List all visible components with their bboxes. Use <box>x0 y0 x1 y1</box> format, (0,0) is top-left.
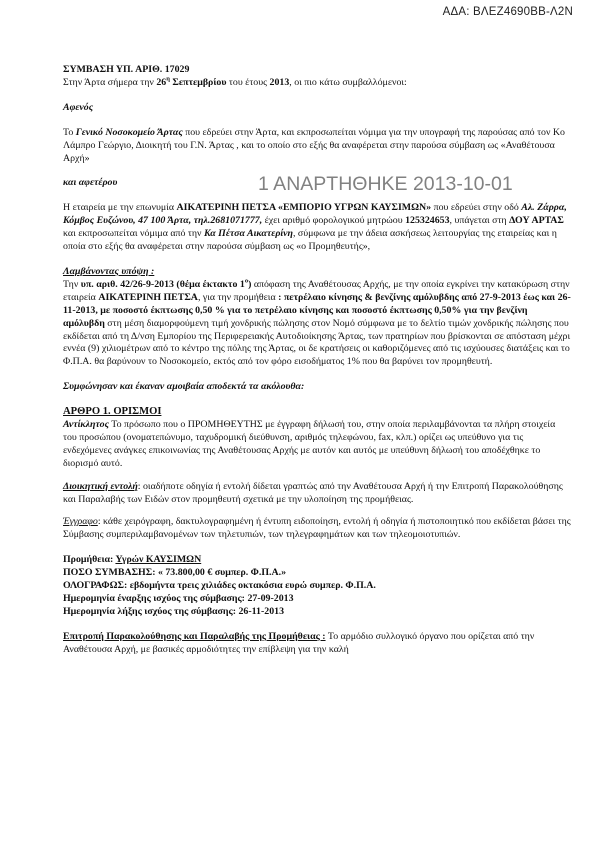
ada-code: ΑΔΑ: ΒΛΕΖ4690ΒΒ-Λ2Ν <box>442 6 573 18</box>
party2-paragraph: Η εταιρεία με την επωνυμία ΑΙΚΑΤΕΡΙΝΗ ΠΕΤΣΑ «ΕΜΠΟΡΙΟ ΥΓΡΩΝ ΚΑΥΣΙΜΩΝ» που εδρεύει στην οδό Αλ. Ζάρρα, Κόμβος Ευζώνου, 47 100 Άρτα, τηλ.2681071777, έχει αριθμό φορολογικού μητρώου 125324653, υπάγεται στη ΔΟΥ ΑΡΤΑΣ και εκπροσωπείται νόμιμα από την Κα Πέτσα Αικατερίνη, σύμφωνα με την άδεια ασκήσεως λειτουργίας της εταιρείας και η οποία στο εξής θα αναφέρεται στην παρούσα σύμβαση ως «ο Προμηθευτής», <box>63 202 567 253</box>
supply-line: Προμήθεια: Υγρών ΚΑΥΣΙΜΩΝ <box>63 554 202 566</box>
contract-intro: Στην Άρτα σήμερα την $26^\eta$ Σεπτεμβρίου του έτους 2013, οι πιο κάτω συμβαλλόμενοι: <box>63 75 407 88</box>
amount-line: ΠΟΣΟ ΣΥΜΒΑΣΗΣ: « 73.800,00 € συμπερ. Φ.Π.Α.» <box>63 567 287 579</box>
agreed-heading: Συμφώνησαν και έκαναν αμοιβαία αποδεκτά τα ακόλουθα: <box>63 381 305 393</box>
intro-day: $26^\eta$ Σεπτεμβρίου <box>156 75 227 88</box>
contract-document <box>63 64 571 657</box>
committee-paragraph: Επιτροπή Παρακολούθησης και Παραλαβής της Προμήθειας : Το αρμόδιο συλλογικό όργανο που ορίζεται από την Αναθέτουσα Αρχή, με βασικές αρμοδιότητες την επίβλεψη για την καλή <box>63 630 535 655</box>
posting-stamp: 1 ΑΝΑΡΤΗΘΗΚΕ 2013-10-01 <box>258 173 513 195</box>
start-date-line: Ημερομηνία έναρξης ισχύος της σύμβασης: 27-09-2013 <box>63 593 294 604</box>
party1-paragraph: Το Γενικό Νοσοκομείο Άρτας που εδρεύει στην Άρτα, και εκπροσωπείται νόμιμα για την υπογραφή της παρούσας από τον Κο Λάμπρο Γεώργιο, Διοικητή του Γ.Ν. Άρτας , και το οποίο στο εξής θα αναφέρεται στην παρούσα σύμβαση ως «Αναθέτουσα Αρχή» <box>63 126 565 164</box>
considering-heading: Λαμβάνοντας υπόψη : <box>63 265 155 277</box>
article1-heading: ΑΡΘΡΟ 1. ΟΡΙΣΜΟΙ <box>63 406 162 418</box>
contract-title: ΣΥΜΒΑΣΗ ΥΠ. ΑΡΙΘ. 17029 <box>63 64 190 75</box>
amount-words-line: ΟΛΟΓΡΑΦΩΣ: εβδομήντα τρεις χιλιάδες οκτακόσια ευρώ συμπερ. Φ.Π.Α. <box>63 580 376 592</box>
definition-administrative-order: Διοικητική εντολή: οιαδήποτε οδηγία ή εντολή δίδεται γραπτώς από την Αναθέτουσα Αρχή ή την Επιτροπή Παρακολούθησης και Παραλαβής των Ειδών στον προμηθευτή σχετικά με την υλοποίηση της προμήθειας. <box>63 480 563 505</box>
definition-document: Έγγραφο: κάθε χειρόγραφη, δακτυλογραφημένη ή έντυπη ειδοποίηση, εντολή ή οδηγία ή πιστοποιητικό που εκδίδεται βάσει της Σύμβασης συμπεριλαμβανομένων των τηλετυπιών, των τηλεγραφημάτων και των τηλεομοιοτυπιών. <box>63 516 571 541</box>
decision-reference: υπ. αριθ. 42/26-9-2013 (θέμα έκτακτο $1^o$) <box>80 277 252 290</box>
afenos-heading: Αφενός <box>63 101 94 113</box>
definition-antiklitos: Αντίκλητος Το πρόσωπο που ο ΠΡΟΜΗΘΕΥΤΗΣ με έγγραφη δήλωσή του, στην οποία περιλαμβάνονται τα πλήρη στοιχεία του προσώπου (ονοματεπώνυμο, ταχυδρομική διεύθυνση, αριθμός τηλεφώνου, fax, κλπ.) ορίζει ως υπεύθυνο για τις ενδεχόμενες ανάγκες επικοινωνίας της Αναθέτουσας Αρχής με αυτόν και αυτός με υπεύθυνη δήλωσή του αποδέχθηκε το διορισμό αυτό. <box>63 419 556 469</box>
considering-paragraph: Την υπ. αριθ. 42/26-9-2013 (θέμα έκτακτο $1^o$) απόφαση της Αναθέτουσας Αρχής, με την οποία εγκρίνει την κατακύρωση στην εταιρεία ΑΙΚΑΤΕΡΙΝΗ ΠΕΤΣΑ, για την προμήθεια : πετρέλαιο κίνησης & βενζίνης αμόλυβδης από 27-9-2013 έως και 26-11-2013, με ποσοστό έκπτωσης 0,50 % για το πετρέλαιο κίνησης και ποσοστό έκπτωσης 0,50% για την βενζίνη αμόλυβδη στη μέση διαμορφούμενη τιμή χονδρικής πώλησης στον Νομό σύμφωνα με το δελτίο τιμών χονδρικής πώλησης που εκδίδεται από τη Δ/νση Εμπορίου της Περιφερειακής Αυτοδιοίκησης Άρτας, των πρατηρίων που βρίσκονται σε απόσταση μέχρι εννέα (9) χιλιομέτρων από το κέντρο της πόλης της Άρτας, οι δε κρατήσεις οι καθοριζόμενες από τις ισχύουσες διατάξεις και το Φ.Π.Α. θα βαρύνουν το Νοσοκομείο, εκτός από τον φόρο εισοδήματος 1% που θα βαρύνει τον προμηθευτή. <box>63 277 571 368</box>
end-date-line: Ημερομηνία λήξης ισχύος της σύμβασης: 26-11-2013 <box>63 605 285 617</box>
afeterou-heading: και αφετέρου <box>63 177 118 189</box>
